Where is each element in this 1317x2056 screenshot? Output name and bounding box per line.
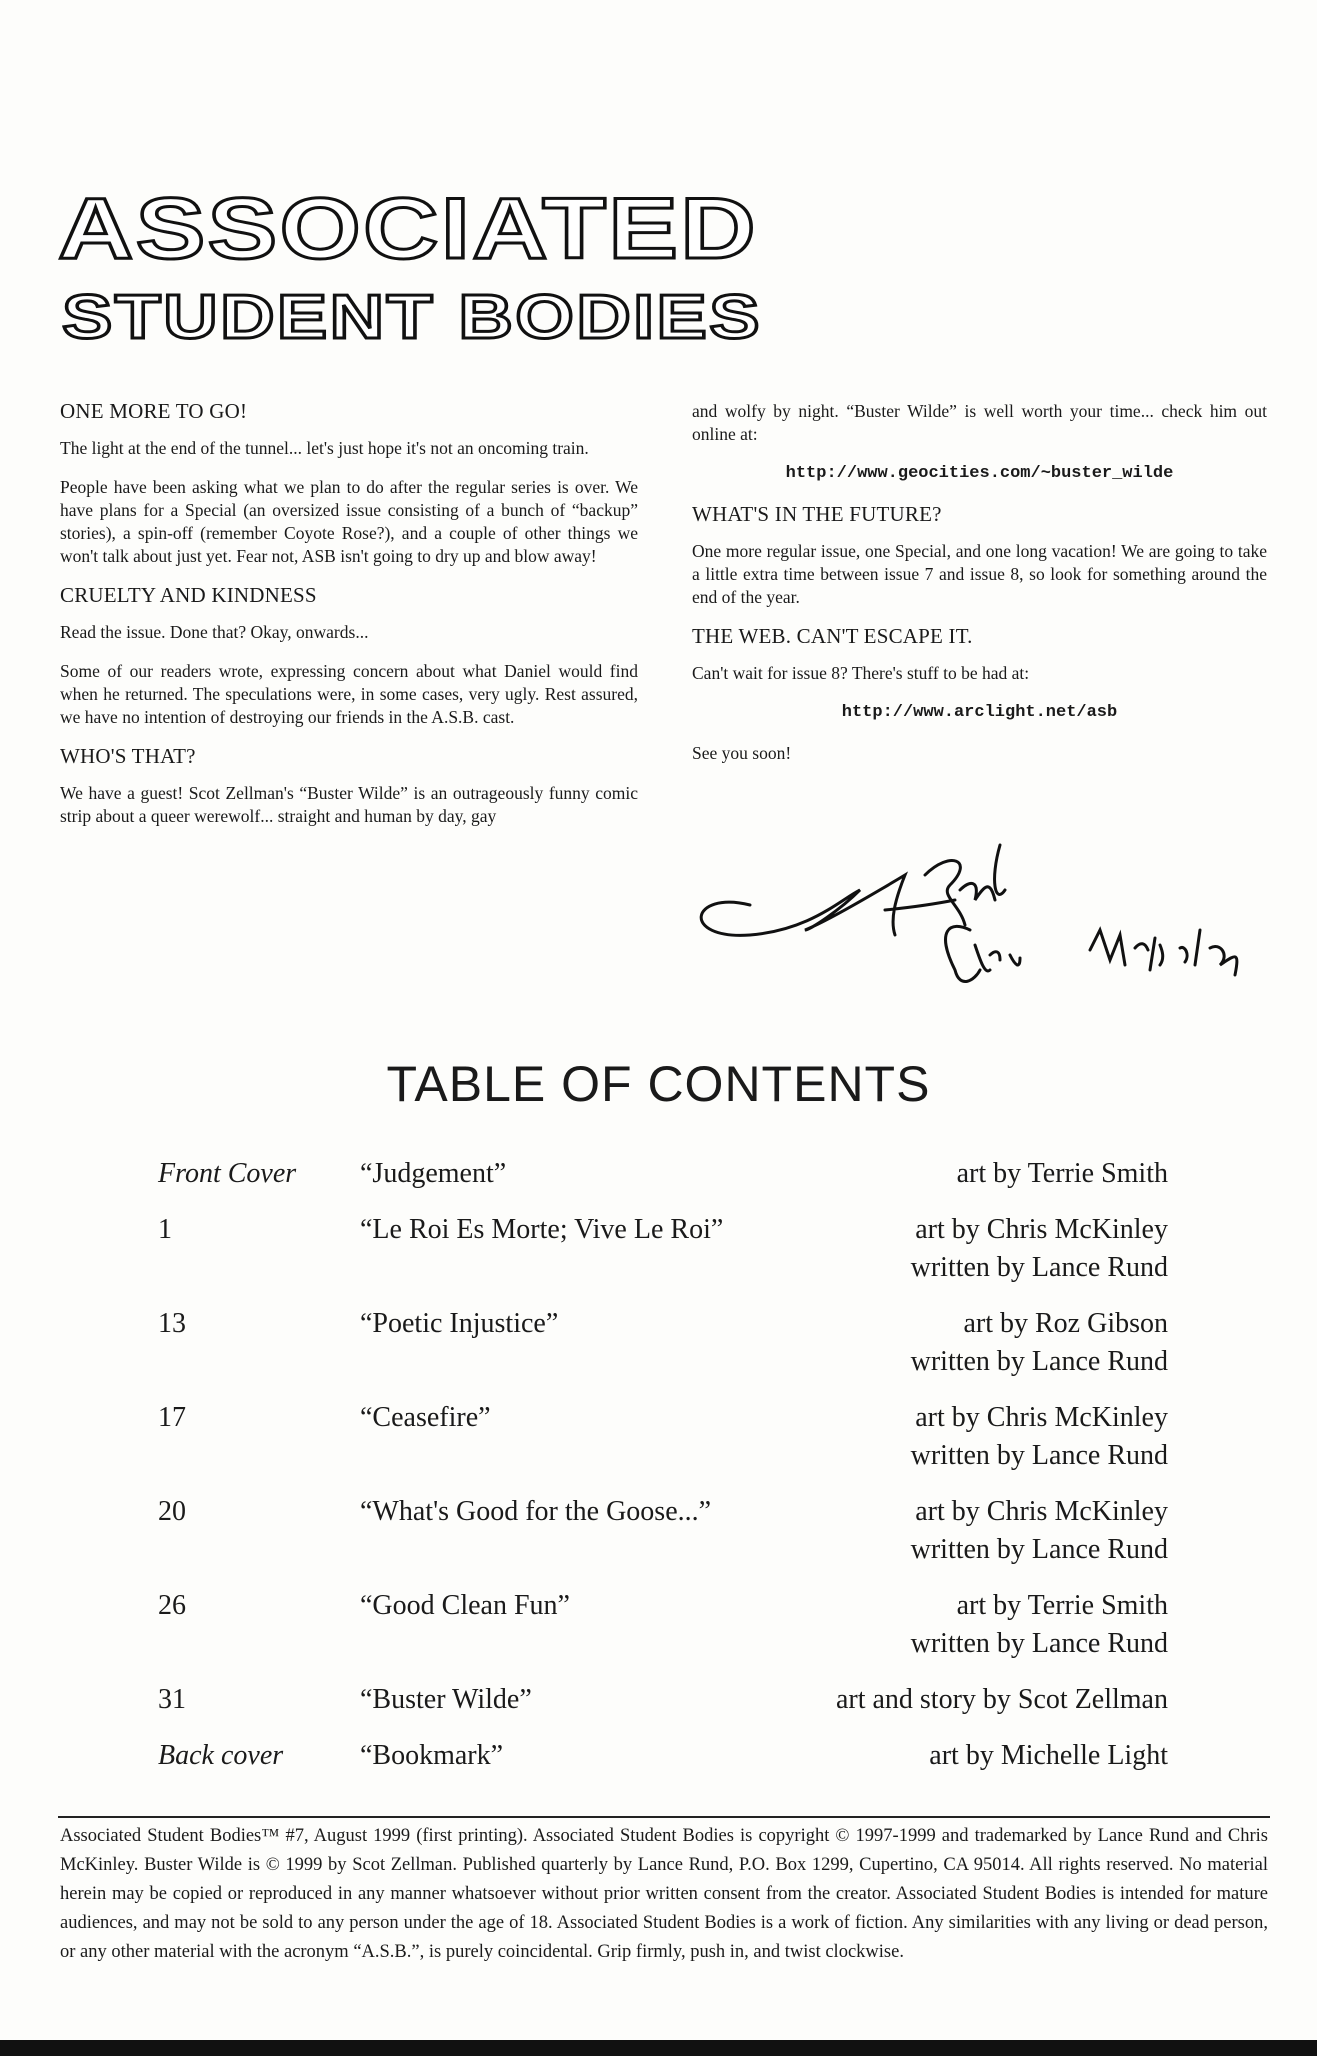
toc-credit: written by Lance Rund: [910, 1346, 1168, 1377]
toc-credits: [768, 1681, 1168, 1719]
toc-credit: written by Lance Rund: [910, 1440, 1168, 1471]
toc-credit: art by Terrie Smith: [956, 1590, 1168, 1621]
toc-row: [158, 1493, 1168, 1569]
paragraph: We have a guest! Scot Zellman's “Buster Wilde” is an outrageously funny comic strip about a queer werewolf... straight and human by day, gay: [60, 783, 638, 826]
paragraph: The light at the end of the tunnel... let's just hope it's not an oncoming train.: [60, 438, 589, 458]
toc-credits: [768, 1155, 1168, 1193]
toc-credit: art by Roz Gibson: [963, 1308, 1168, 1339]
heading-one-more: ONE MORE TO GO!: [60, 399, 248, 423]
toc-page: 26: [158, 1590, 186, 1621]
page-edge: [0, 2040, 1317, 2056]
toc-row: [158, 1399, 1168, 1475]
url-buster-wilde[interactable]: http://www.geocities.com/~buster_wilde: [785, 464, 1174, 483]
toc-page: Front Cover: [158, 1158, 297, 1189]
toc-row: [158, 1155, 1168, 1193]
toc-credit: written by Lance Rund: [910, 1628, 1168, 1659]
toc-page: 1: [158, 1214, 172, 1245]
toc-page: 31: [158, 1684, 186, 1715]
toc-credit: art by Chris McKinley: [915, 1402, 1168, 1433]
footer-divider: [58, 1816, 1270, 1818]
toc-story: “Ceasefire”: [360, 1402, 491, 1433]
toc-page: Back cover: [158, 1740, 284, 1771]
toc-story: “Buster Wilde”: [360, 1684, 532, 1715]
toc-page: 17: [158, 1402, 186, 1433]
toc-story: “What's Good for the Goose...”: [360, 1496, 712, 1527]
toc-credit: written by Lance Rund: [910, 1252, 1168, 1283]
signatures: [690, 830, 1260, 1000]
table-of-contents: [158, 1155, 1168, 1793]
toc-story: “Judgement”: [360, 1158, 507, 1189]
toc-credit: art by Michelle Light: [929, 1740, 1168, 1771]
toc-credit: written by Lance Rund: [910, 1534, 1168, 1565]
left-column: [60, 400, 638, 844]
logo-line2: STUDENT BODIES: [62, 283, 762, 348]
heading-web: THE WEB. CAN'T ESCAPE IT.: [692, 624, 973, 648]
toc-row: [158, 1681, 1168, 1719]
logo: [58, 178, 778, 348]
toc-credits: [768, 1737, 1168, 1775]
paragraph: Some of our readers wrote, expressing concern about what Daniel would find when he returned. The speculations were, in some cases, very ugly. Rest assured, we have no intention of destroying our friends in the A.S.B. cast.: [60, 661, 638, 727]
toc-credits: [768, 1587, 1168, 1663]
logo-line1: ASSOCIATED: [58, 181, 758, 277]
toc-credit: art by Terrie Smith: [956, 1158, 1168, 1189]
paragraph: and wolfy by night. “Buster Wilde” is well worth your time... check him out online at:: [692, 401, 1267, 444]
heading-whos-that: WHO'S THAT?: [60, 744, 196, 768]
url-arclight[interactable]: http://www.arclight.net/asb: [841, 703, 1118, 722]
heading-cruelty: CRUELTY AND KINDNESS: [60, 583, 317, 607]
signature-lance-rund: [701, 845, 1005, 935]
toc-row: [158, 1305, 1168, 1381]
toc-credits: [768, 1399, 1168, 1475]
toc-credit: art by Chris McKinley: [915, 1214, 1168, 1245]
toc-credit: art by Chris McKinley: [915, 1496, 1168, 1527]
toc-row: [158, 1211, 1168, 1287]
toc-page: 13: [158, 1308, 186, 1339]
signature-chris-mckinley: [946, 926, 1237, 981]
paragraph: Read the issue. Done that? Okay, onwards...: [60, 622, 369, 642]
toc-story: “Bookmark”: [360, 1740, 504, 1771]
signoff: See you soon!: [692, 743, 792, 763]
toc-title: TABLE OF CONTENTS: [386, 1056, 931, 1112]
right-column: [692, 400, 1267, 781]
paragraph: One more regular issue, one Special, and one long vacation! We are going to take a little extra time between issue 7 and issue 8, so look for something around the end of the year.: [692, 541, 1267, 607]
paragraph: People have been asking what we plan to do after the regular series is over. We have plans for a Special (an oversized issue consisting of a bunch of “backup” stories), a spin-off (remember Coyote Rose?), and a couple of other things we won't talk about just yet. Fear not, ASB isn't going to dry up and blow away!: [60, 477, 638, 566]
toc-credits: [768, 1493, 1168, 1569]
toc-page: 20: [158, 1496, 186, 1527]
toc-credits: [768, 1305, 1168, 1381]
toc-story: “Le Roi Es Morte; Vive Le Roi”: [360, 1214, 724, 1245]
toc-credits: [768, 1211, 1168, 1287]
toc-credit: art and story by Scot Zellman: [835, 1684, 1168, 1715]
toc-story: “Good Clean Fun”: [360, 1590, 570, 1621]
paragraph: Can't wait for issue 8? There's stuff to be had at:: [692, 663, 1030, 683]
copyright-footer: Associated Student Bodies™ #7, August 1999 (first printing). Associated Student Bodies is copyright © 1997-1999 and trademarked by Lance Rund and Chris McKinley. Buster Wilde is © 1999 by Scot Zellman. Published quarterly by Lance Rund, P.O. Box 1299, Cupertino, CA 95014. All rights reserved. No material herein may be copied or reproduced in any manner whatsoever without prior written consent from the creator. Associated Student Bodies is intended for mature audiences, and may not be sold to any person under the age of 18. Associated Student Bodies is a work of fiction. Any similarities with any living or dead person, or any other material with the acronym “A.S.B.”, is purely coincidental. Grip firmly, push in, and twist clockwise.: [60, 1826, 1268, 1962]
toc-row: [158, 1587, 1168, 1663]
heading-future: WHAT'S IN THE FUTURE?: [692, 502, 942, 526]
toc-story: “Poetic Injustice”: [360, 1308, 559, 1339]
toc-row: [158, 1737, 1168, 1775]
